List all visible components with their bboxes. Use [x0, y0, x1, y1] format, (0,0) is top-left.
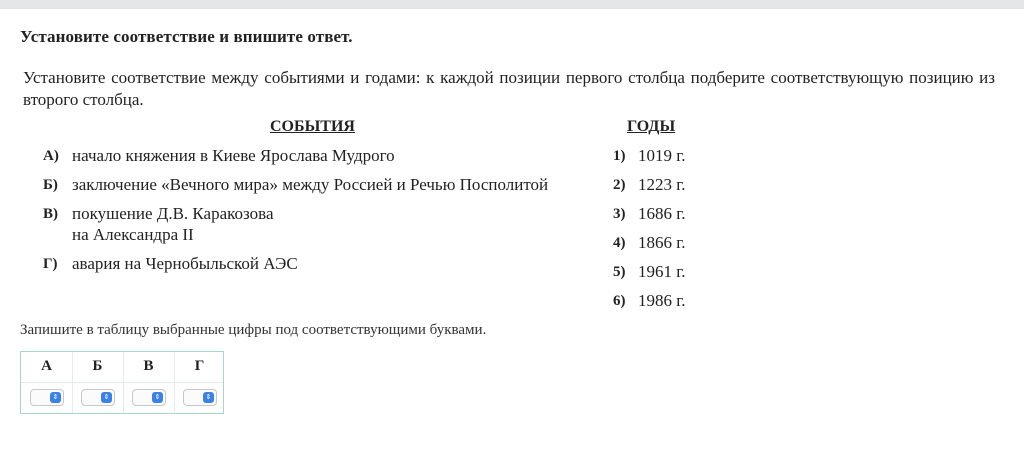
year-number: 3)	[613, 206, 626, 222]
events-column-header: СОБЫТИЯ	[270, 118, 355, 135]
answer-column-label: Г	[194, 358, 205, 374]
event-text: заключение «Вечного мира» между Россией и Речью Посполитой	[72, 175, 549, 194]
event-letter: В)	[43, 206, 58, 222]
event-letter: Г)	[43, 256, 58, 272]
updown-chevron-icon: ⇕	[203, 392, 214, 403]
year-number: 6)	[613, 293, 626, 309]
event-text: покушение Д.В. Каракозова	[72, 204, 274, 223]
answer-select-g[interactable]	[183, 389, 217, 406]
answer-instruction: Запишите в таблицу выбранные цифры под соответствующими буквами.	[20, 322, 487, 338]
answer-column-label: А	[41, 358, 52, 374]
year-value: 1986 г.	[638, 291, 686, 310]
event-text: авария на Чернобыльской АЭС	[72, 254, 298, 273]
year-value: 1019 г.	[638, 146, 686, 165]
year-number: 1)	[613, 148, 626, 164]
answer-column-label: В	[143, 358, 154, 374]
event-letter: А)	[43, 148, 59, 164]
answer-column-label: Б	[92, 358, 103, 374]
task-intro: Установите соответствие между событиями и годами: к каждой позиции первого столбца подберите соответствующую позицию из второго столбца.	[23, 68, 995, 109]
event-text-continued: на Александра II	[72, 225, 194, 244]
answer-select-b[interactable]	[81, 389, 115, 406]
year-value: 1961 г.	[638, 262, 686, 281]
year-number: 2)	[613, 177, 626, 193]
year-value: 1686 г.	[638, 204, 686, 223]
year-number: 5)	[613, 264, 626, 280]
answer-cell-a	[21, 352, 72, 413]
year-value: 1866 г.	[638, 233, 686, 252]
years-column-header: ГОДЫ	[627, 118, 676, 135]
answer-select-a[interactable]	[30, 389, 64, 406]
answer-cell-g	[174, 352, 225, 413]
task-heading: Установите соответствие и впишите ответ.	[20, 27, 353, 46]
event-text: начало княжения в Киеве Ярослава Мудрого	[72, 146, 395, 165]
event-letter: Б)	[43, 177, 58, 193]
year-number: 4)	[613, 235, 626, 251]
updown-chevron-icon: ⇕	[152, 392, 163, 403]
answer-cell-v	[123, 352, 174, 413]
answer-table	[20, 351, 224, 414]
year-value: 1223 г.	[638, 175, 686, 194]
updown-chevron-icon: ⇕	[101, 392, 112, 403]
top-strip	[0, 0, 1024, 9]
answer-cell-b	[72, 352, 123, 413]
answer-select-v[interactable]	[132, 389, 166, 406]
updown-chevron-icon: ⇕	[50, 392, 61, 403]
